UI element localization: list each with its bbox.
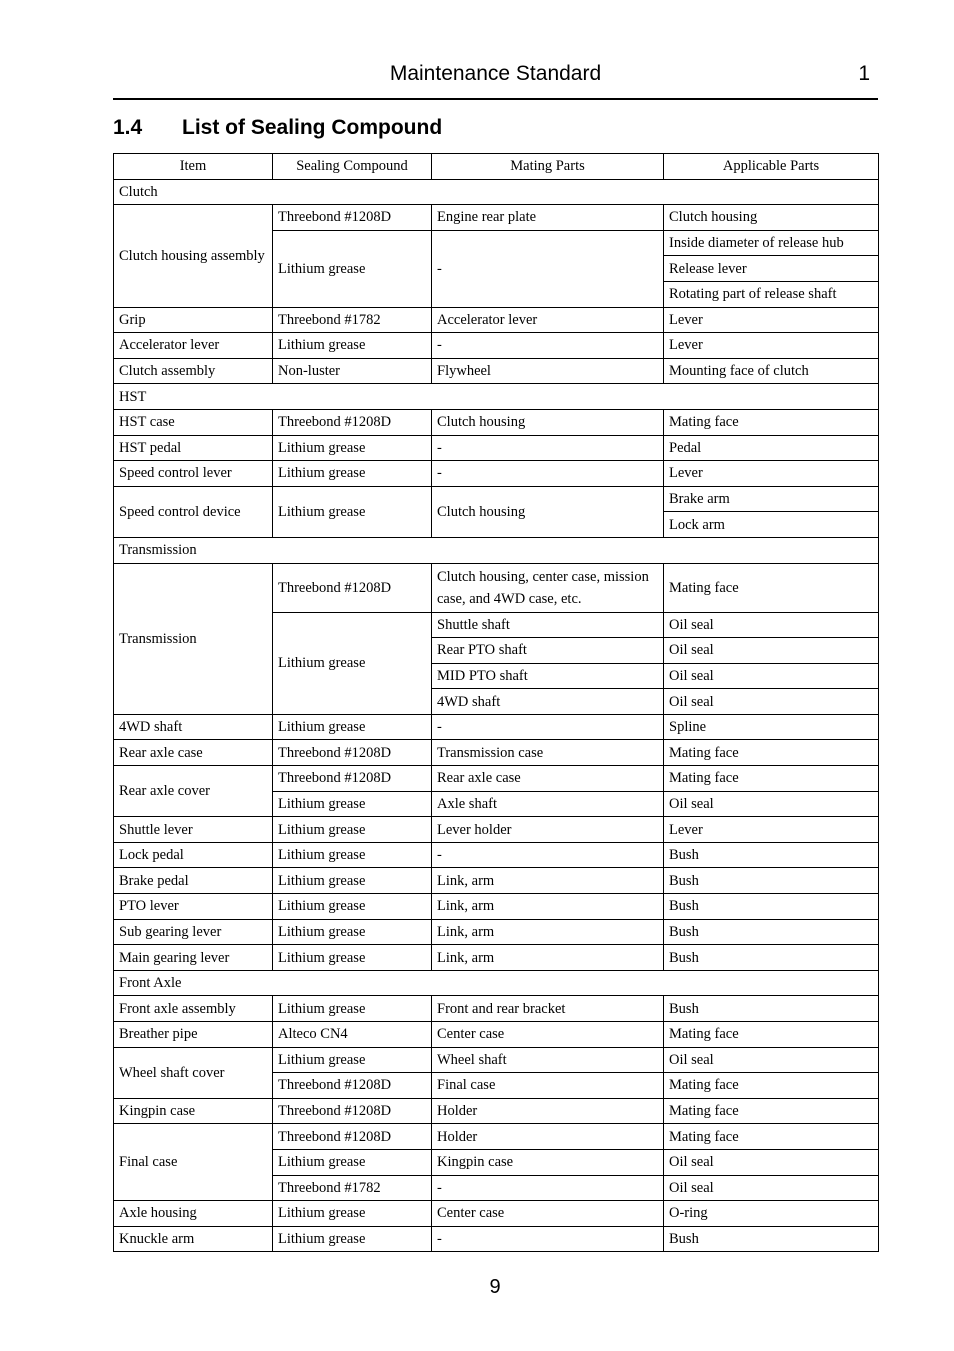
mating-cell: Accelerator lever [432, 307, 664, 333]
mating-cell: Link, arm [432, 868, 664, 894]
item-cell: Knuckle arm [114, 1226, 273, 1252]
applicable-cell: Mating face [664, 766, 879, 792]
item-cell: Breather pipe [114, 1022, 273, 1048]
compound-cell: Lithium grease [273, 461, 432, 487]
compound-cell: Lithium grease [273, 1149, 432, 1175]
compound-cell: Lithium grease [273, 945, 432, 971]
item-cell: Speed control lever [114, 461, 273, 487]
applicable-cell: Oil seal [664, 663, 879, 689]
item-cell: Speed control device [114, 486, 273, 537]
compound-cell: Lithium grease [273, 791, 432, 817]
table-row [114, 1124, 879, 1150]
item-cell: Axle housing [114, 1201, 273, 1227]
mating-cell: Holder [432, 1124, 664, 1150]
mating-cell: - [432, 461, 664, 487]
applicable-cell: Oil seal [664, 612, 879, 638]
column-header: Sealing Compound [273, 154, 432, 180]
table-row [114, 205, 879, 231]
column-header: Item [114, 154, 273, 180]
mating-cell: MID PTO shaft [432, 663, 664, 689]
item-cell: HST case [114, 409, 273, 435]
applicable-cell: Inside diameter of release hub [664, 230, 879, 256]
compound-cell: Threebond #1782 [273, 1175, 432, 1201]
mating-cell: - [432, 435, 664, 461]
applicable-cell: Lever [664, 461, 879, 487]
applicable-cell: Mating face [664, 1124, 879, 1150]
applicable-cell: Lock arm [664, 512, 879, 538]
applicable-cell: Bush [664, 868, 879, 894]
applicable-cell: Spline [664, 714, 879, 740]
compound-cell: Threebond #1208D [273, 1098, 432, 1124]
applicable-cell: Oil seal [664, 791, 879, 817]
item-cell: Clutch assembly [114, 358, 273, 384]
table-row [114, 842, 879, 868]
mating-cell: Front and rear bracket [432, 996, 664, 1022]
table-row [114, 766, 879, 792]
group-row [114, 970, 879, 996]
mating-cell: - [432, 1175, 664, 1201]
compound-cell: Lithium grease [273, 1047, 432, 1073]
compound-cell: Threebond #1208D [273, 409, 432, 435]
applicable-cell: Oil seal [664, 1149, 879, 1175]
table-row [114, 333, 879, 359]
applicable-cell: Oil seal [664, 689, 879, 715]
item-cell: Front axle assembly [114, 996, 273, 1022]
applicable-cell: Mating face [664, 1022, 879, 1048]
applicable-cell: Mating face [664, 1098, 879, 1124]
applicable-cell: Bush [664, 1226, 879, 1252]
mating-cell: - [432, 714, 664, 740]
table-row [114, 740, 879, 766]
compound-cell: Lithium grease [273, 868, 432, 894]
table-row [114, 307, 879, 333]
group-label: Clutch [114, 179, 879, 205]
item-cell: 4WD shaft [114, 714, 273, 740]
applicable-cell: O-ring [664, 1201, 879, 1227]
table-header-row [114, 154, 879, 180]
compound-cell: Threebond #1208D [273, 205, 432, 231]
mating-cell: Axle shaft [432, 791, 664, 817]
compound-cell: Threebond #1208D [273, 1073, 432, 1099]
compound-cell: Lithium grease [273, 996, 432, 1022]
mating-cell: Shuttle shaft [432, 612, 664, 638]
item-cell: Sub gearing lever [114, 919, 273, 945]
item-cell: Final case [114, 1124, 273, 1201]
chapter-number: 1 [858, 62, 870, 85]
table-row [114, 1201, 879, 1227]
mating-cell: Final case [432, 1073, 664, 1099]
compound-cell: Lithium grease [273, 919, 432, 945]
applicable-cell: Bush [664, 894, 879, 920]
header-rule [113, 98, 878, 100]
table-row [114, 868, 879, 894]
compound-cell: Threebond #1208D [273, 563, 432, 612]
applicable-cell: Bush [664, 842, 879, 868]
table-row [114, 435, 879, 461]
applicable-cell: Bush [664, 996, 879, 1022]
item-cell: Brake pedal [114, 868, 273, 894]
applicable-cell: Mating face [664, 563, 879, 612]
mating-cell: 4WD shaft [432, 689, 664, 715]
section-title: List of Sealing Compound [182, 116, 443, 139]
applicable-cell: Oil seal [664, 1175, 879, 1201]
mating-cell: Clutch housing [432, 486, 664, 537]
header-title: Maintenance Standard [389, 62, 602, 85]
compound-cell: Threebond #1208D [273, 1124, 432, 1150]
table-row [114, 1098, 879, 1124]
compound-cell: Alteco CN4 [273, 1022, 432, 1048]
page-number: 9 [489, 1276, 501, 1298]
compound-cell: Lithium grease [273, 714, 432, 740]
compound-cell: Lithium grease [273, 486, 432, 537]
group-row [114, 537, 879, 563]
applicable-cell: Mating face [664, 409, 879, 435]
compound-cell: Lithium grease [273, 817, 432, 843]
applicable-cell: Rotating part of release shaft [664, 281, 879, 307]
applicable-cell: Pedal [664, 435, 879, 461]
mating-cell: Holder [432, 1098, 664, 1124]
compound-cell: Lithium grease [273, 1201, 432, 1227]
mating-cell: Link, arm [432, 919, 664, 945]
mating-cell: Center case [432, 1201, 664, 1227]
mating-cell: - [432, 1226, 664, 1252]
compound-cell: Lithium grease [273, 894, 432, 920]
mating-cell: Rear PTO shaft [432, 638, 664, 664]
compound-cell: Non-luster [273, 358, 432, 384]
sealing-compound-table [113, 153, 879, 1252]
item-cell: Shuttle lever [114, 817, 273, 843]
applicable-cell: Lever [664, 333, 879, 359]
table-row [114, 358, 879, 384]
mating-cell: Link, arm [432, 894, 664, 920]
group-row [114, 384, 879, 410]
applicable-cell: Clutch housing [664, 205, 879, 231]
table-row [114, 1047, 879, 1073]
mating-cell: - [432, 842, 664, 868]
mating-cell: Clutch housing, center case, mission case, and 4WD case, etc. [432, 563, 664, 612]
applicable-cell: Bush [664, 919, 879, 945]
item-cell: Rear axle case [114, 740, 273, 766]
compound-cell: Lithium grease [273, 842, 432, 868]
applicable-cell: Bush [664, 945, 879, 971]
table-row [114, 486, 879, 512]
item-cell: Lock pedal [114, 842, 273, 868]
item-cell: Grip [114, 307, 273, 333]
group-row [114, 179, 879, 205]
compound-cell: Lithium grease [273, 230, 432, 307]
item-cell: Rear axle cover [114, 766, 273, 817]
mating-cell: - [432, 333, 664, 359]
mating-cell: Rear axle case [432, 766, 664, 792]
compound-cell: Lithium grease [273, 612, 432, 714]
table-row [114, 1022, 879, 1048]
group-label: Front Axle [114, 970, 879, 996]
item-cell: Accelerator lever [114, 333, 273, 359]
compound-cell: Lithium grease [273, 333, 432, 359]
mating-cell: Transmission case [432, 740, 664, 766]
compound-cell: Threebond #1782 [273, 307, 432, 333]
mating-cell: Kingpin case [432, 1149, 664, 1175]
table-row [114, 714, 879, 740]
mating-cell: Center case [432, 1022, 664, 1048]
mating-cell: - [432, 230, 664, 307]
item-cell: HST pedal [114, 435, 273, 461]
table-row [114, 919, 879, 945]
table-row [114, 563, 879, 612]
mating-cell: Lever holder [432, 817, 664, 843]
table-row [114, 461, 879, 487]
mating-cell: Engine rear plate [432, 205, 664, 231]
item-cell: Wheel shaft cover [114, 1047, 273, 1098]
compound-cell: Lithium grease [273, 1226, 432, 1252]
column-header: Mating Parts [432, 154, 664, 180]
section-number: 1.4 [113, 116, 143, 139]
table-row [114, 1226, 879, 1252]
applicable-cell: Oil seal [664, 1047, 879, 1073]
group-label: HST [114, 384, 879, 410]
applicable-cell: Mounting face of clutch [664, 358, 879, 384]
item-cell: Clutch housing assembly [114, 205, 273, 307]
mating-cell: Clutch housing [432, 409, 664, 435]
table-row [114, 409, 879, 435]
table-row [114, 945, 879, 971]
applicable-cell: Oil seal [664, 638, 879, 664]
compound-cell: Threebond #1208D [273, 740, 432, 766]
group-label: Transmission [114, 537, 879, 563]
applicable-cell: Brake arm [664, 486, 879, 512]
item-cell: Transmission [114, 563, 273, 714]
applicable-cell: Release lever [664, 256, 879, 282]
table-row [114, 817, 879, 843]
table-row [114, 996, 879, 1022]
column-header: Applicable Parts [664, 154, 879, 180]
item-cell: PTO lever [114, 894, 273, 920]
applicable-cell: Lever [664, 307, 879, 333]
mating-cell: Wheel shaft [432, 1047, 664, 1073]
mating-cell: Flywheel [432, 358, 664, 384]
mating-cell: Link, arm [432, 945, 664, 971]
compound-cell: Lithium grease [273, 435, 432, 461]
applicable-cell: Mating face [664, 1073, 879, 1099]
item-cell: Main gearing lever [114, 945, 273, 971]
compound-cell: Threebond #1208D [273, 766, 432, 792]
item-cell: Kingpin case [114, 1098, 273, 1124]
table-row [114, 894, 879, 920]
section-heading [113, 116, 442, 140]
applicable-cell: Mating face [664, 740, 879, 766]
applicable-cell: Lever [664, 817, 879, 843]
